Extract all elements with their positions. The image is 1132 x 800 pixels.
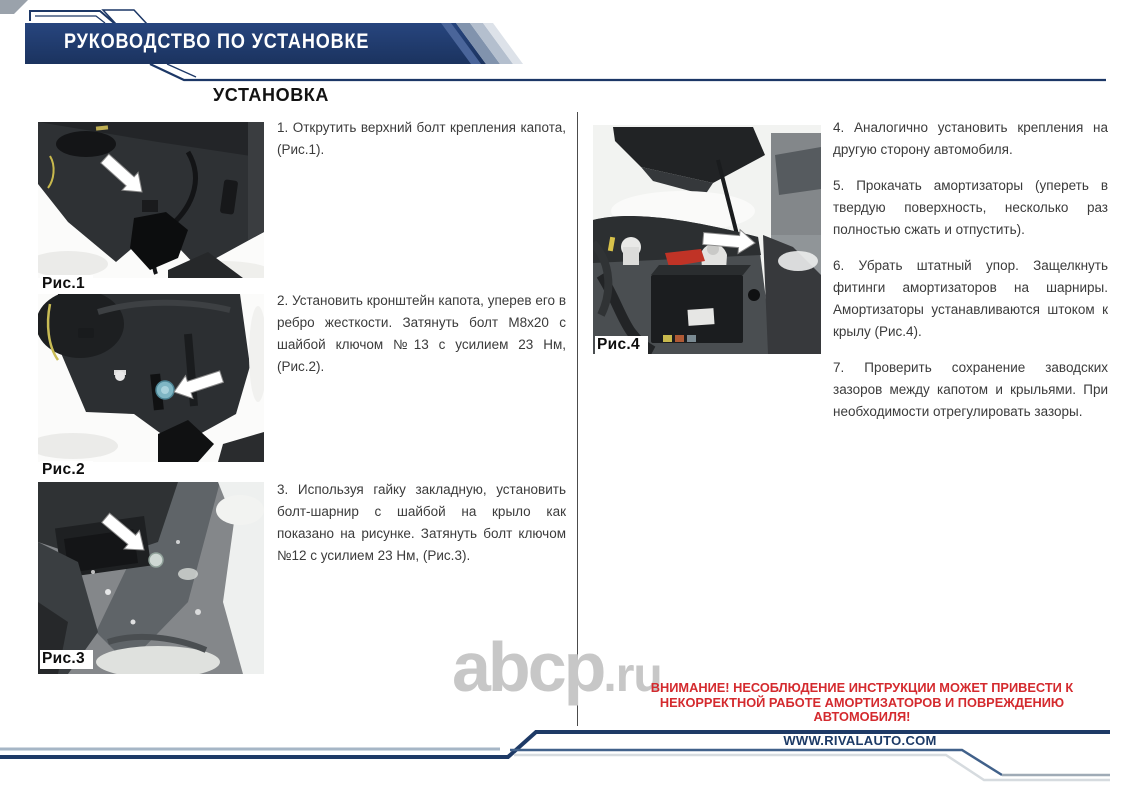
page-title: УСТАНОВКА (213, 85, 329, 105)
header-underline (150, 64, 1106, 80)
steps-right-group (833, 117, 1108, 437)
watermark-suffix-text: .ru (603, 649, 662, 702)
figure-4-illustration (593, 125, 821, 354)
watermark-main-text: abcp (452, 628, 604, 706)
figure-4-photo (593, 125, 821, 354)
figure-1-photo (38, 122, 264, 278)
step-3-text: 3. Используя гайку закладную, установить болт-шарнир с шайбой на крыло как показано на рисунке. Затянуть болт ключом №12 с усилием 23 Нм, (Рис.3). (277, 482, 566, 563)
figure-2-illustration (38, 294, 264, 462)
step-6-text: 6. Убрать штатный упор. Защелкнуть фитинги амортизаторов на шарниры. Амортизаторы устанавливаются штоком к крылу (Рис.4). (833, 258, 1108, 339)
step-7-text: 7. Проверить сохранение заводских зазоров между капотом и крыльями. При необходимости отрегулировать зазоры. (833, 360, 1108, 419)
figure-3-photo (38, 482, 264, 674)
figure-3-label: Рис.3 (40, 650, 93, 669)
warning-note (600, 681, 1124, 725)
step-2-text: 2. Установить кронштейн капота, уперев его в ребро жесткости. Затянуть болт М8х20 с шайбой ключом №13 с усилием 23 Нм, (Рис.2). (277, 293, 566, 374)
figure-1-label: Рис.1 (40, 275, 93, 294)
warning-line-2: НЕКОРРЕКТНОЙ РАБОТЕ АМОРТИЗАТОРОВ И ПОВРЕЖДЕНИЮ (659, 694, 1065, 710)
warning-line-1: ВНИМАНИЕ! НЕСОБЛЮДЕНИЕ ИНСТРУКЦИИ МОЖЕТ ПРИВЕСТИ К (650, 680, 1074, 695)
figure-4-label: Рис.4 (595, 336, 648, 355)
figure-2-photo (38, 294, 264, 462)
header-outline-lines (30, 10, 147, 24)
step-4-text: 4. Аналогично установить крепления на другую сторону автомобиля. (833, 120, 1108, 157)
figure-3-illustration (38, 482, 264, 674)
figure-2-label: Рис.2 (40, 461, 93, 480)
banner-title: РУКОВОДСТВО ПО УСТАНОВКЕ (64, 30, 370, 53)
corner-accent-shape (0, 0, 28, 14)
step-5-text: 5. Прокачать амортизаторы (упереть в твердую поверхность, несколько раз полностью сжать и отпустить). (833, 178, 1108, 237)
step-1-text: 1. Открутить верхний болт крепления капота, (Рис.1). (277, 120, 566, 157)
figure-1-illustration (38, 122, 264, 278)
footer-website: WWW.RIVALAUTO.COM (783, 733, 937, 748)
warning-line-3: АВТОМОБИЛЯ! (813, 709, 911, 725)
